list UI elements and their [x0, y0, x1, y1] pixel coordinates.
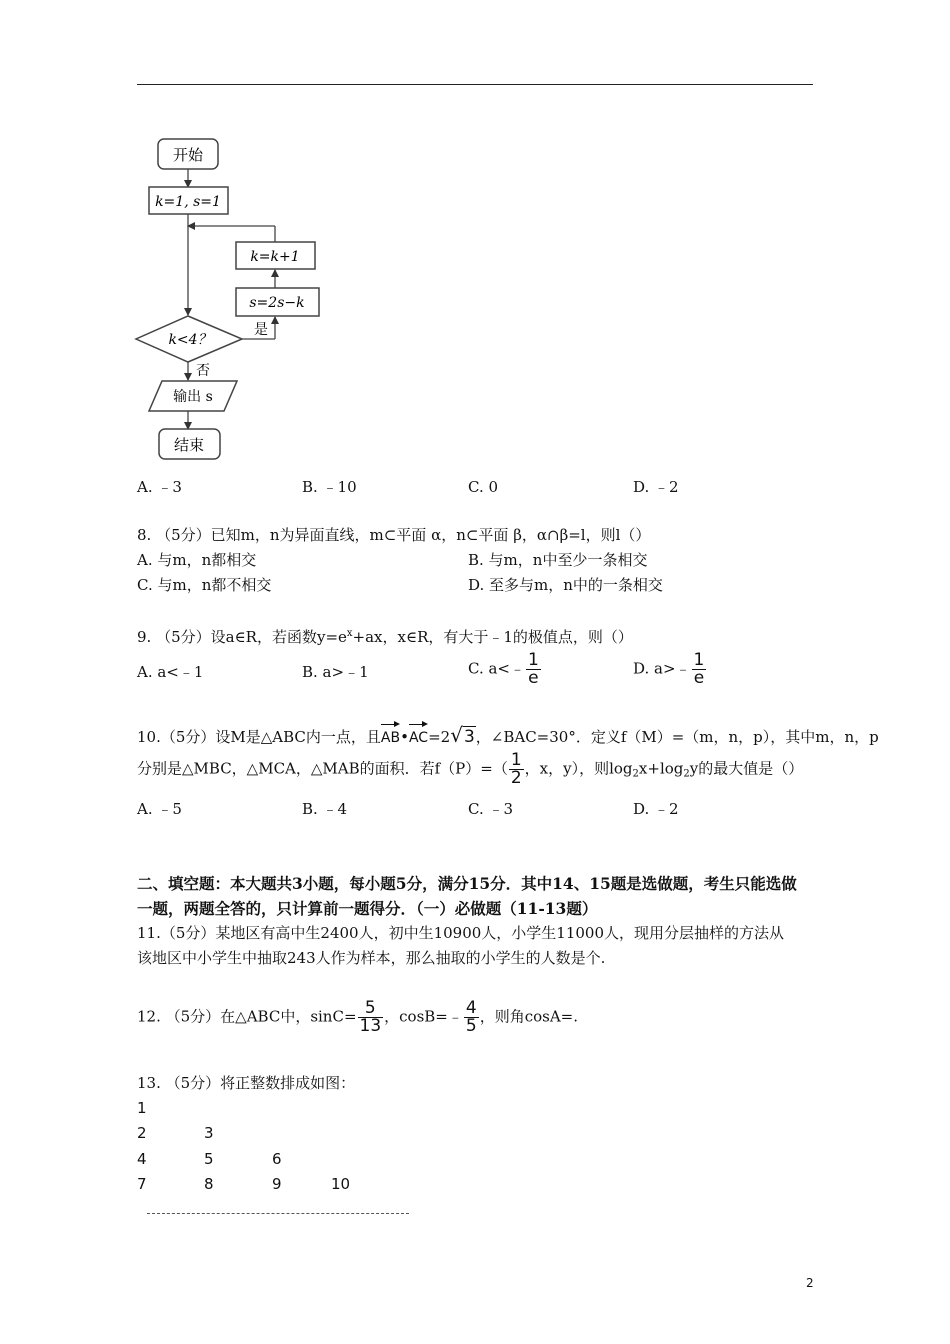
- q8-option-a: A. 与m，n都相交: [137, 551, 257, 569]
- q13-stem: 13. （5分）将正整数排成如图：: [137, 1074, 356, 1092]
- flow-start-text: 开始: [172, 146, 204, 164]
- q8-option-d: D. 至多与m，n中的一条相交: [468, 576, 663, 594]
- q9-stem: 9. （5分）设a∈R，若函数$y=e^x+ax$，x∈R，有大于﹣1的极值点，则（）: [137, 628, 633, 646]
- q10-line1: 10.（5分）设M是△ABC内一点，且AB•AC=2√3，∠BAC=30°．定义f（M）=（m，n，p），其中m，n，p: [137, 723, 879, 747]
- flow-condition-text: k<4？: [168, 332, 212, 348]
- flowchart: [130, 130, 330, 470]
- q10-line2: 分别是△MBC，△MCA，△MAB的面积．若f（P）=（ $\frac{1}{2}$ ，x，y），则$\log_2x+\log_2y$的最大值是（）: [137, 750, 804, 788]
- q9-option-a: A. a<﹣1: [137, 663, 204, 681]
- flow-end-text: 结束: [173, 436, 205, 454]
- q9-option-c: C. a<﹣ $\frac{1}{e}$: [468, 650, 539, 688]
- q8-option-c: C. 与m，n都不相交: [137, 576, 272, 594]
- q13-cell: 4: [137, 1150, 147, 1168]
- q13-cell: 5: [204, 1150, 214, 1168]
- q13-cell: 8: [204, 1175, 214, 1193]
- flow-inc-text: k=k+1: [250, 249, 300, 265]
- page-number: 2: [806, 1276, 814, 1290]
- q8-stem: 8. （5分）已知m，n为异面直线，m⊂平面 α，n⊂平面 β，α∩β=l，则l（）: [137, 526, 651, 544]
- q10-option-a: A. ﹣5: [137, 800, 182, 818]
- q10-option-d: D. ﹣2: [633, 800, 679, 818]
- q13-cell: 7: [137, 1175, 147, 1193]
- header-rule: [137, 84, 813, 85]
- q12: 12. （5分）在△ABC中，sinC= $\frac{5}{13}$ ，cosB=﹣ $\frac{4}{5}$ ，则角cosA=.: [137, 998, 579, 1036]
- flow-init-text: k=1, s=1: [155, 194, 221, 210]
- q8-option-b: B. 与m，n中至少一条相交: [468, 551, 648, 569]
- q13-cell: 10: [331, 1175, 351, 1193]
- q13-cell: 6: [272, 1150, 282, 1168]
- section2-heading-line1: 二、填空题：本大题共3小题，每小题5分，满分15分．其中14、15题是选做题，考生只能选做: [137, 874, 797, 893]
- q9-option-d: D. a>﹣ $\frac{1}{e}$: [633, 650, 705, 688]
- q11-line2: 该地区中小学生中抽取243人作为样本，那么抽取的小学生的人数是个.: [137, 949, 606, 967]
- q7-option-d: D. ﹣2: [633, 478, 679, 496]
- q7-option-c: C. 0: [468, 478, 499, 496]
- q7-option-a: A. ﹣3: [137, 478, 182, 496]
- flow-update-text: s=2s−k: [249, 295, 305, 311]
- q9-option-b: B. a>﹣1: [302, 663, 369, 681]
- q10-option-b: B. ﹣4: [302, 800, 348, 818]
- q13-cell: 9: [272, 1175, 282, 1193]
- dashed-continuation-line: [147, 1213, 409, 1214]
- q7-option-b: B. ﹣10: [302, 478, 357, 496]
- q13-cell: 1: [137, 1099, 147, 1117]
- q11-line1: 11.（5分）某地区有高中生2400人，初中生10900人，小学生11000人，现用分层抽样的方法从: [137, 924, 785, 942]
- q10-option-c: C. ﹣3: [468, 800, 514, 818]
- flow-yes-label: 是: [254, 322, 268, 338]
- section2-heading-line2: 一题，两题全答的，只计算前一题得分．（一）必做题（11-13题）: [137, 899, 598, 918]
- flow-output-text: 输出 s: [173, 389, 213, 405]
- q13-cell: 2: [137, 1124, 147, 1142]
- q13-cell: 3: [204, 1124, 214, 1142]
- flow-no-label: 否: [196, 363, 210, 379]
